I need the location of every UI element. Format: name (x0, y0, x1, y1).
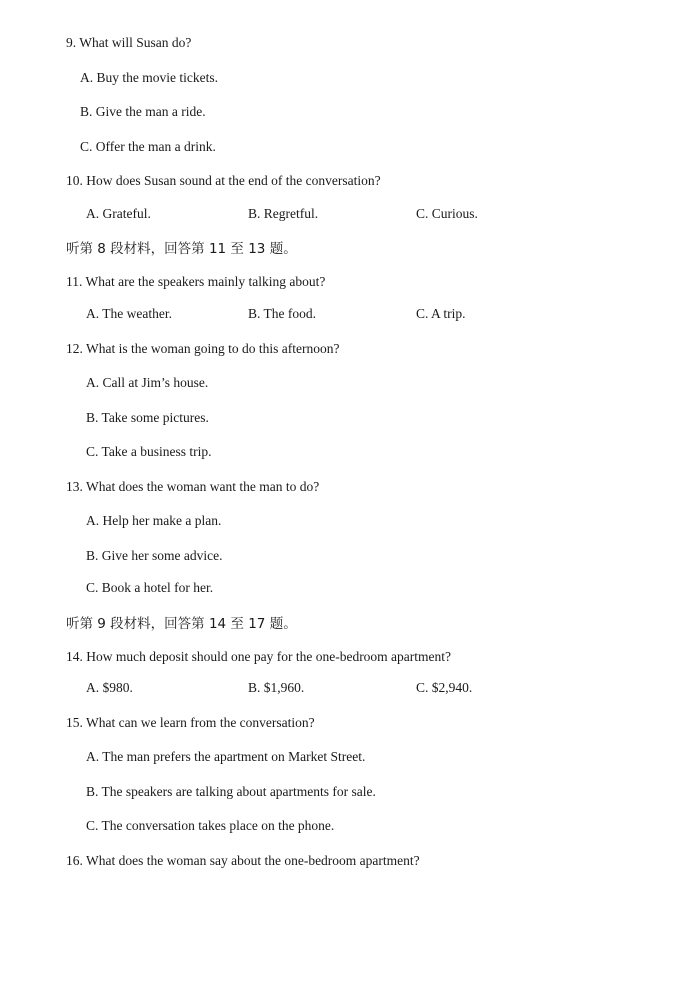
question-11-option-b: B. The food. (248, 306, 316, 321)
question-9-option-b: B. Give the man a ride. (80, 104, 206, 119)
question-13-option-c: C. Book a hotel for her. (86, 580, 214, 595)
question-16-stem: 16. What does the woman say about the one-bedroom apartment? (66, 853, 420, 868)
question-14-option-b: B. $1,960. (248, 680, 305, 695)
question-10-stem: 10. How does Susan sound at the end of the conversation? (66, 173, 381, 188)
question-13-option-a: A. Help her make a plan. (86, 513, 222, 528)
question-15-option-c: C. The conversation takes place on the phone. (86, 818, 335, 833)
question-9-option-a: A. Buy the movie tickets. (80, 70, 218, 85)
question-14-stem: 14. How much deposit should one pay for the one-bedroom apartment? (66, 649, 452, 664)
question-15-option-a: A. The man prefers the apartment on Market Street. (86, 749, 366, 764)
question-9-stem: 9. What will Susan do? (66, 35, 192, 50)
question-11-option-a: A. The weather. (86, 306, 172, 321)
section-heading-8: 听第 8 段材料，回答第 11 至 13 题。 (66, 241, 297, 257)
question-13-option-b: B. Give her some advice. (86, 548, 223, 563)
question-14-option-a: A. $980. (86, 680, 133, 695)
question-15-stem: 15. What can we learn from the conversation? (66, 715, 315, 730)
question-9-option-c: C. Offer the man a drink. (80, 139, 216, 154)
question-15-option-b: B. The speakers are talking about apartments for sale. (86, 784, 376, 799)
question-12-option-b: B. Take some pictures. (86, 410, 209, 425)
section-heading-9: 听第 9 段材料，回答第 14 至 17 题。 (66, 616, 297, 632)
question-10-option-c: C. Curious. (416, 206, 478, 221)
question-12-stem: 12. What is the woman going to do this afternoon? (66, 341, 340, 356)
question-11-stem: 11. What are the speakers mainly talking about? (66, 274, 326, 289)
question-10-option-a: A. Grateful. (86, 206, 151, 221)
question-13-stem: 13. What does the woman want the man to do? (66, 479, 320, 494)
question-12-option-a: A. Call at Jim’s house. (86, 375, 209, 390)
question-14-option-c: C. $2,940. (416, 680, 473, 695)
question-10-option-b: B. Regretful. (248, 206, 319, 221)
question-11-option-c: C. A trip. (416, 306, 466, 321)
question-12-option-c: C. Take a business trip. (86, 444, 212, 459)
